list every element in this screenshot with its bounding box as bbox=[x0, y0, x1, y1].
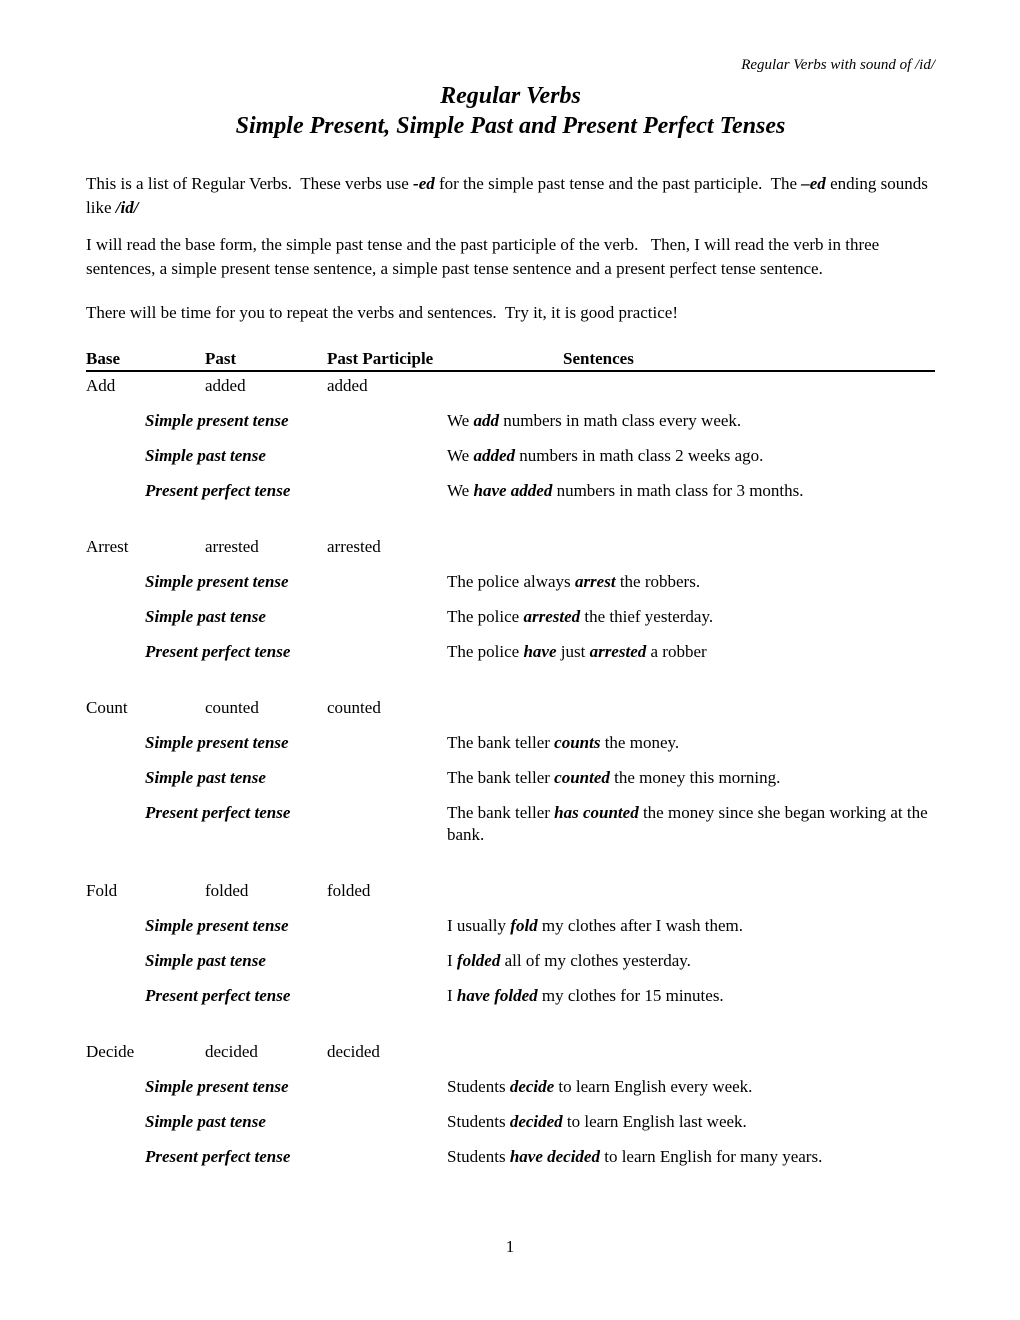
verb-forms-row bbox=[86, 1041, 935, 1063]
tense-row bbox=[86, 606, 935, 628]
tense-label: Present perfect tense bbox=[145, 481, 291, 500]
tense-label: Simple past tense bbox=[145, 951, 266, 970]
verb-participle: arrested bbox=[327, 537, 381, 556]
tense-row bbox=[86, 571, 935, 593]
tense-label: Simple present tense bbox=[145, 572, 289, 591]
example-sentence: Students decided to learn English last week. bbox=[447, 1112, 747, 1131]
tense-row bbox=[86, 732, 935, 754]
example-sentence: The police have just arrested a robber bbox=[447, 642, 707, 661]
verb-base: Fold bbox=[86, 881, 118, 900]
tense-label: Simple present tense bbox=[145, 916, 289, 935]
tense-label: Simple past tense bbox=[145, 446, 266, 465]
tense-row bbox=[86, 445, 935, 467]
example-sentence: I folded all of my clothes yesterday. bbox=[447, 951, 691, 970]
tense-row bbox=[86, 1111, 935, 1133]
table-header-row bbox=[86, 348, 935, 372]
verb-section-add bbox=[86, 375, 935, 502]
example-sentence: The bank teller has counted the money since she began working at the bank. bbox=[447, 803, 932, 844]
tense-label: Simple present tense bbox=[145, 733, 289, 752]
verb-forms-row bbox=[86, 375, 935, 397]
intro-paragraph-3: There will be time for you to repeat the verbs and sentences. Try it, it is good practice! bbox=[86, 303, 679, 322]
document-subtitle: Simple Present, Simple Past and Present Perfect Tenses bbox=[235, 113, 786, 139]
tense-label: Present perfect tense bbox=[145, 986, 291, 1005]
verb-past: arrested bbox=[205, 537, 259, 556]
example-sentence: We have added numbers in math class for 3 months. bbox=[447, 481, 804, 500]
tense-label: Simple past tense bbox=[145, 1112, 266, 1131]
example-sentence: Students have decided to learn English for many years. bbox=[447, 1147, 823, 1166]
verb-past: decided bbox=[205, 1042, 258, 1061]
verb-past: folded bbox=[205, 881, 249, 900]
example-sentence: The bank teller counts the money. bbox=[447, 733, 680, 752]
verb-base: Add bbox=[86, 376, 116, 395]
tense-row bbox=[86, 480, 935, 502]
tense-label: Present perfect tense bbox=[145, 642, 291, 661]
example-sentence: I have folded my clothes for 15 minutes. bbox=[447, 986, 724, 1005]
verb-base: Arrest bbox=[86, 537, 129, 556]
intro-paragraph-2: I will read the base form, the simple past tense and the past participle of the verb. Then, I will read the verb in three sentences, a simple present tense sentence, a simple past tense sentence and a present perfect tense sentence. bbox=[86, 235, 884, 278]
example-sentence: I usually fold my clothes after I wash them. bbox=[447, 916, 744, 935]
example-sentence: The bank teller counted the money this morning. bbox=[447, 768, 781, 787]
verb-section-decide bbox=[86, 1041, 935, 1168]
column-header-sentences: Sentences bbox=[563, 349, 634, 368]
tense-row bbox=[86, 1076, 935, 1098]
verb-section-arrest bbox=[86, 536, 935, 663]
example-sentence: The police always arrest the robbers. bbox=[447, 572, 701, 591]
tense-row bbox=[86, 767, 935, 789]
verb-section-fold bbox=[86, 880, 935, 1007]
verb-past: counted bbox=[205, 698, 259, 717]
tense-label: Present perfect tense bbox=[145, 1147, 291, 1166]
tense-row bbox=[86, 915, 935, 937]
column-header-past-participle: Past Participle bbox=[327, 349, 434, 368]
tense-row bbox=[86, 950, 935, 972]
verb-participle: counted bbox=[327, 698, 381, 717]
verb-forms-row bbox=[86, 697, 935, 719]
tense-label: Present perfect tense bbox=[145, 803, 291, 822]
verb-participle: decided bbox=[327, 1042, 380, 1061]
verb-base: Count bbox=[86, 698, 128, 717]
verb-forms-row bbox=[86, 880, 935, 902]
column-header-base: Base bbox=[86, 349, 120, 368]
verb-section-count bbox=[86, 697, 935, 846]
verb-participle: added bbox=[327, 376, 368, 395]
example-sentence: Students decide to learn English every week. bbox=[447, 1077, 753, 1096]
example-sentence: The police arrested the thief yesterday. bbox=[447, 607, 714, 626]
tense-row bbox=[86, 410, 935, 432]
verb-base: Decide bbox=[86, 1042, 135, 1061]
intro-paragraph-1: This is a list of Regular Verbs. These verbs use -ed for the simple past tense and the past participle. The –ed ending sounds like /id/ bbox=[86, 174, 933, 217]
tense-row bbox=[86, 1146, 935, 1168]
column-header-past: Past bbox=[205, 349, 237, 368]
example-sentence: We added numbers in math class 2 weeks ago. bbox=[447, 446, 764, 465]
tense-label: Simple past tense bbox=[145, 607, 266, 626]
verb-past: added bbox=[205, 376, 246, 395]
tense-label: Simple past tense bbox=[145, 768, 266, 787]
verb-participle: folded bbox=[327, 881, 371, 900]
tense-row bbox=[86, 641, 935, 663]
tense-row bbox=[86, 802, 935, 846]
example-sentence: We add numbers in math class every week. bbox=[447, 411, 742, 430]
tense-row bbox=[86, 985, 935, 1007]
page-number: 1 bbox=[505, 1237, 515, 1256]
tense-label: Simple present tense bbox=[145, 1077, 289, 1096]
verb-forms-row bbox=[86, 536, 935, 558]
tense-label: Simple present tense bbox=[145, 411, 289, 430]
header-note: Regular Verbs with sound of /id/ bbox=[741, 57, 935, 73]
document-title: Regular Verbs bbox=[440, 83, 581, 109]
